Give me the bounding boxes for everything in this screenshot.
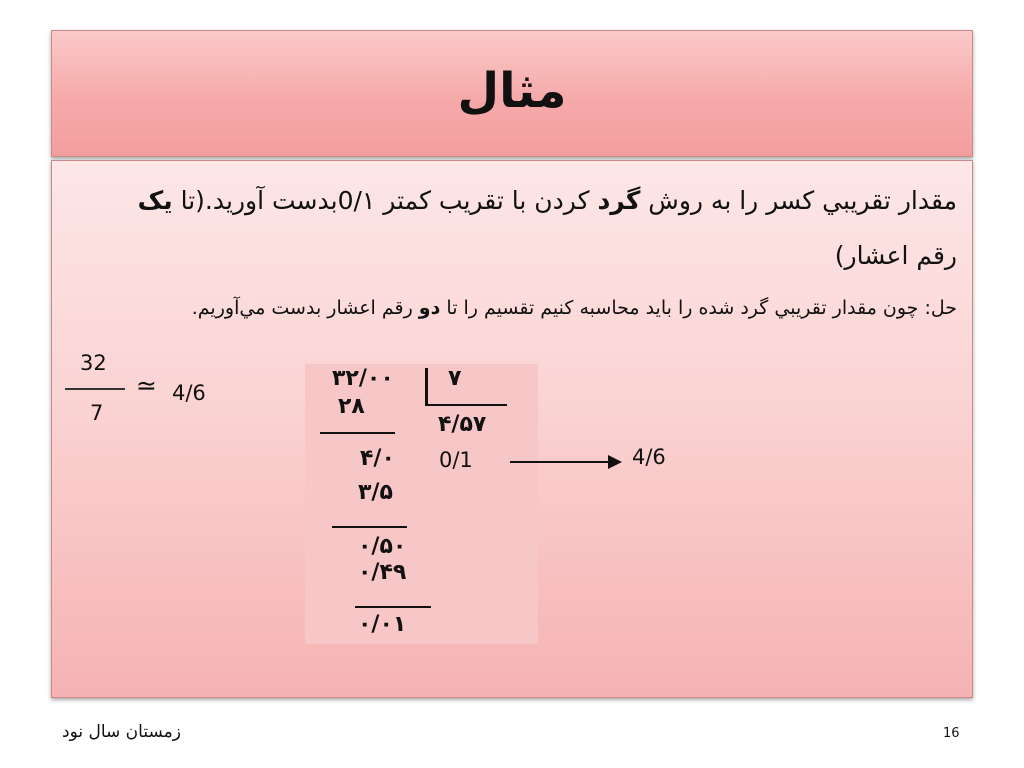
- problem-text-4: رقم اعشار): [834, 241, 957, 270]
- approx-symbol: ≃: [136, 371, 157, 400]
- step-remainder-2: ۰/۵۰: [358, 534, 407, 559]
- rounding-tolerance: 0/1: [439, 448, 473, 472]
- solution-text-1: حل: چون مقدار تقريبي گرد شده را بايد محاسبه كنيم تقسيم را تا: [440, 297, 957, 319]
- step-subtract-3: ۰/۴۹: [358, 560, 407, 585]
- slide-title: مثال: [457, 63, 567, 119]
- fraction-numerator: 32: [80, 351, 107, 375]
- long-division-panel: [305, 364, 538, 644]
- arrow-line: [510, 461, 610, 463]
- problem-statement: [117, 173, 957, 283]
- dividend: ۳۲/۰۰: [332, 366, 394, 391]
- step-remainder-final: ۰/۰۱: [358, 612, 407, 637]
- step-subtract-2: ۳/۵: [358, 480, 393, 505]
- step-line-3: [355, 606, 431, 608]
- step-remainder-1: ۴/۰: [360, 446, 395, 471]
- fraction-bar: [65, 388, 125, 390]
- step-line-1: [320, 432, 395, 434]
- problem-text-1: مقدار تقريبي كسر را به روش: [640, 186, 957, 215]
- solution-statement: [117, 285, 957, 331]
- problem-text-3: بدست آوريد.(تا: [172, 186, 338, 215]
- page-number: 16: [943, 726, 960, 741]
- division-vertical-bar: [425, 368, 428, 406]
- problem-bold-round: گرد: [597, 186, 641, 215]
- problem-tolerance: 0/١: [337, 186, 376, 215]
- title-box: [51, 30, 973, 157]
- divisor: ۷: [448, 366, 462, 391]
- solution-bold-two: دو: [418, 297, 441, 319]
- quotient: ۴/۵۷: [438, 412, 487, 437]
- footer-text: زمستان سال نود: [62, 722, 181, 742]
- fraction-denominator: 7: [90, 401, 104, 425]
- solution-text-2: رقم اعشار بدست مي‌آوريم.: [191, 297, 419, 319]
- rounding-result: 4/6: [632, 445, 666, 469]
- step-subtract-1: ۲۸: [338, 394, 365, 419]
- arrow-right-icon: [608, 455, 622, 469]
- divisor-underline: [425, 404, 507, 406]
- problem-text-2: كردن با تقريب كمتر: [375, 186, 598, 215]
- problem-bold-one: يک: [137, 186, 173, 215]
- approx-value: 4/6: [172, 381, 206, 405]
- content-box: [51, 160, 973, 698]
- step-line-2: [332, 526, 407, 528]
